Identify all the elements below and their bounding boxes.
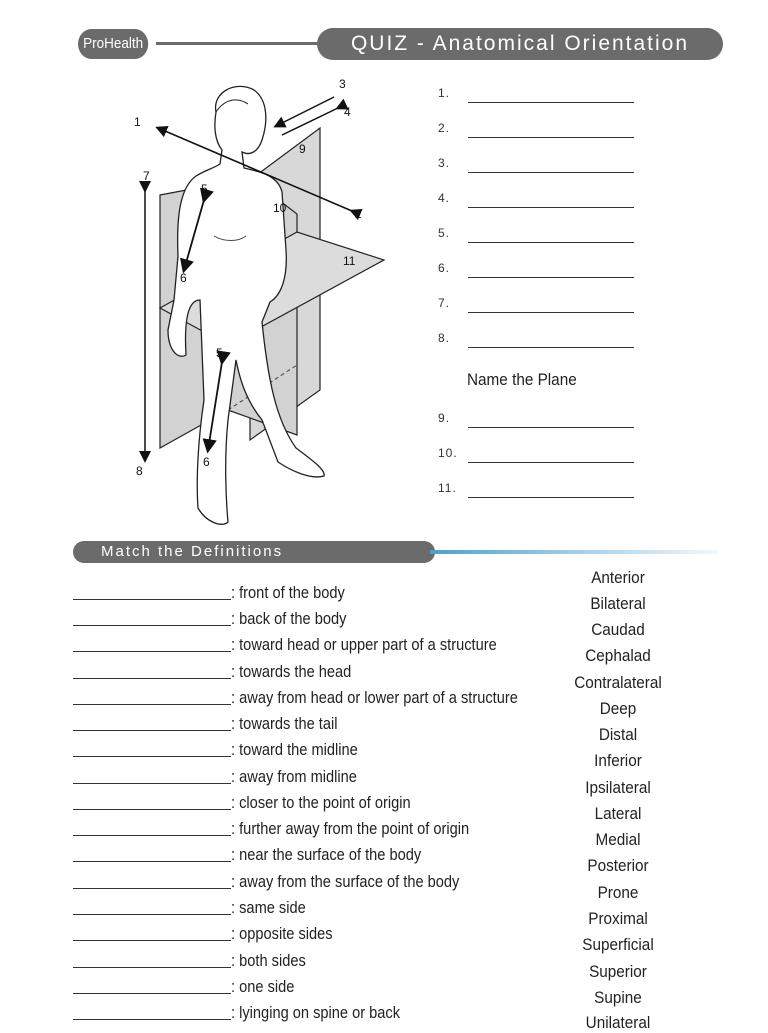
- definition-blank[interactable]: [73, 756, 231, 757]
- label-1: 1: [134, 115, 141, 129]
- definition-text: : further away from the point of origin: [231, 819, 470, 838]
- definition-blank[interactable]: [73, 704, 231, 705]
- section-title: Match the Definitions: [73, 541, 435, 563]
- definition-blank[interactable]: [73, 967, 231, 968]
- term-contralateral: Contralateral: [574, 673, 662, 692]
- label-7: 7: [143, 169, 150, 183]
- answer-number: 3.: [438, 156, 451, 170]
- label-6-upper: 6: [180, 271, 187, 285]
- answer-number: 9.: [438, 411, 451, 425]
- answer-number: 10.: [438, 446, 458, 460]
- term-medial: Medial: [595, 830, 641, 849]
- definition-row: [73, 582, 553, 606]
- answer-number: 5.: [438, 226, 451, 240]
- definition-blank[interactable]: [73, 861, 231, 862]
- term-deep: Deep: [599, 699, 637, 718]
- definition-blank[interactable]: [73, 678, 231, 679]
- definition-row: [73, 923, 553, 947]
- answer-number: 11.: [438, 481, 457, 495]
- definition-blank[interactable]: [73, 809, 231, 810]
- label-5-lower: 5: [216, 346, 223, 360]
- term-inferior: Inferior: [594, 751, 642, 770]
- answer-row: [438, 226, 638, 246]
- page-title: QUIZ - Anatomical Orientation: [317, 28, 723, 60]
- definition-row: [73, 792, 553, 816]
- definition-blank[interactable]: [73, 599, 231, 600]
- answer-row: [438, 86, 638, 106]
- definition-row: [73, 871, 553, 895]
- answer-blank[interactable]: [468, 427, 634, 428]
- definition-row: [73, 950, 553, 974]
- answer-blank[interactable]: [468, 207, 634, 208]
- answer-blank[interactable]: [468, 102, 634, 103]
- answer-number: 6.: [438, 261, 451, 275]
- term-lateral: Lateral: [594, 804, 642, 823]
- answer-number: 7.: [438, 296, 451, 310]
- definition-blank[interactable]: [73, 914, 231, 915]
- answer-row: [438, 411, 638, 431]
- term-superficial: Superficial: [582, 935, 654, 954]
- definition-text: : back of the body: [231, 609, 347, 628]
- label-3: 3: [339, 77, 346, 91]
- label-9: 9: [299, 142, 306, 156]
- plane-heading: Name the Plane: [467, 370, 577, 389]
- definition-blank[interactable]: [73, 888, 231, 889]
- definition-row: [73, 687, 553, 711]
- definition-text: : opposite sides: [231, 924, 333, 943]
- definition-text: : away from midline: [231, 767, 357, 786]
- term-unilateral: Unilateral: [585, 1013, 651, 1032]
- definition-text: : away from head or lower part of a structure: [231, 688, 518, 707]
- label-5-upper: 5: [201, 182, 208, 196]
- label-2: 2: [355, 207, 362, 221]
- label-6-lower: 6: [203, 455, 210, 469]
- definition-blank[interactable]: [73, 835, 231, 836]
- term-posterior: Posterior: [587, 856, 649, 875]
- definition-blank[interactable]: [73, 625, 231, 626]
- label-8: 8: [136, 464, 143, 478]
- definition-row: [73, 1002, 553, 1026]
- answer-row: [438, 331, 638, 351]
- definition-row: [73, 713, 553, 737]
- answer-number: 1.: [438, 86, 451, 100]
- definition-text: : near the surface of the body: [231, 845, 422, 864]
- answer-blank[interactable]: [468, 172, 634, 173]
- answer-blank[interactable]: [468, 312, 634, 313]
- answer-number: 2.: [438, 121, 451, 135]
- definition-text: : away from the surface of the body: [231, 872, 460, 891]
- definition-row: [73, 634, 553, 658]
- term-ipsilateral: Ipsilateral: [585, 778, 651, 797]
- definition-text: : toward the midline: [231, 740, 358, 759]
- label-10: 10: [273, 201, 287, 215]
- definition-text: : one side: [231, 977, 295, 996]
- definition-text: : lyinging on spine or back: [231, 1003, 401, 1022]
- answer-row: [438, 481, 638, 501]
- answer-row: [438, 121, 638, 141]
- term-supine: Supine: [594, 988, 642, 1007]
- definition-row: [73, 976, 553, 1000]
- term-cephalad: Cephalad: [585, 646, 651, 665]
- definition-blank[interactable]: [73, 993, 231, 994]
- answer-row: [438, 261, 638, 281]
- definition-row: [73, 608, 553, 632]
- term-caudad: Caudad: [591, 620, 645, 639]
- answer-blank[interactable]: [468, 497, 634, 498]
- term-bilateral: Bilateral: [590, 594, 646, 613]
- term-superior: Superior: [589, 962, 647, 981]
- answer-row: [438, 296, 638, 316]
- definition-blank[interactable]: [73, 730, 231, 731]
- definition-blank[interactable]: [73, 783, 231, 784]
- definition-row: [73, 897, 553, 921]
- definition-text: : towards the tail: [231, 714, 338, 733]
- term-distal: Distal: [598, 725, 638, 744]
- definition-text: : same side: [231, 898, 306, 917]
- definition-text: : front of the body: [231, 583, 345, 602]
- answer-number: 4.: [438, 191, 451, 205]
- answer-blank[interactable]: [468, 277, 634, 278]
- brand-badge: ProHealth: [78, 29, 148, 59]
- answer-blank[interactable]: [468, 462, 634, 463]
- section-divider: [430, 550, 718, 554]
- answer-row: [438, 446, 638, 466]
- definition-row: [73, 844, 553, 868]
- anatomy-diagram: [100, 70, 420, 540]
- definition-blank[interactable]: [73, 940, 231, 941]
- definition-row: [73, 766, 553, 790]
- definition-blank[interactable]: [73, 651, 231, 652]
- answer-blank[interactable]: [468, 137, 634, 138]
- header-divider: [156, 42, 324, 45]
- answer-blank[interactable]: [468, 347, 634, 348]
- answer-blank[interactable]: [468, 242, 634, 243]
- definition-text: : toward head or upper part of a structure: [231, 635, 497, 654]
- definition-text: : closer to the point of origin: [231, 793, 411, 812]
- definition-blank[interactable]: [73, 1019, 231, 1020]
- definition-text: : both sides: [231, 951, 306, 970]
- answer-number: 8.: [438, 331, 451, 345]
- definition-row: [73, 739, 553, 763]
- definition-text: : towards the head: [231, 662, 352, 681]
- definition-row: [73, 661, 553, 685]
- label-4: 4: [344, 105, 351, 119]
- label-11: 11: [343, 254, 356, 268]
- answer-row: [438, 191, 638, 211]
- definition-row: [73, 818, 553, 842]
- term-anterior: Anterior: [591, 568, 645, 587]
- term-proximal: Proximal: [588, 909, 648, 928]
- answer-row: [438, 156, 638, 176]
- term-prone: Prone: [597, 883, 639, 902]
